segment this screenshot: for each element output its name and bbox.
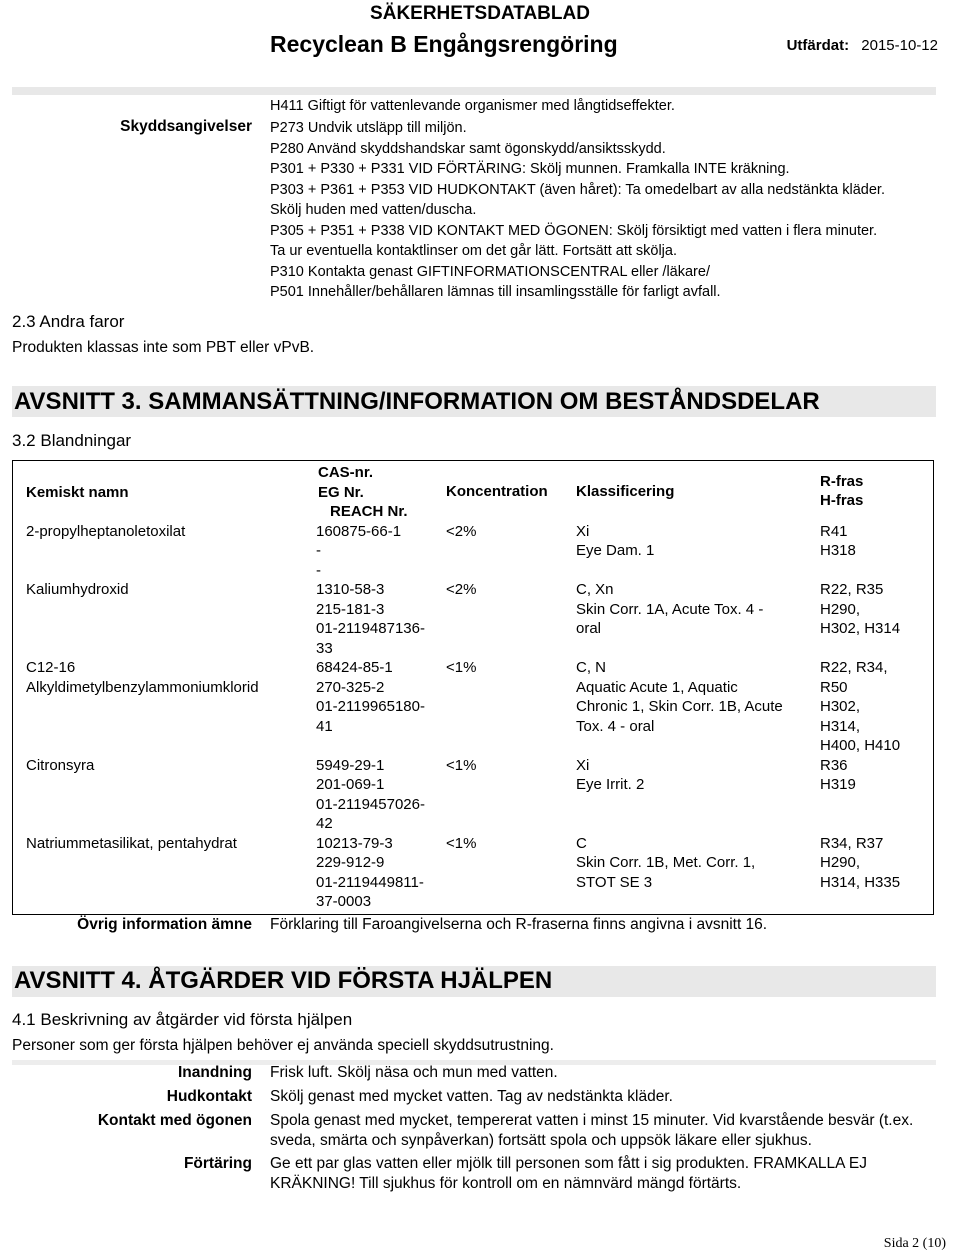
- precaution-line: P301 + P330 + P331 VID FÖRTÄRING: Skölj munnen. Framkalla INTE kräkning.: [270, 161, 790, 177]
- section3-subtitle: 3.2 Blandningar: [12, 431, 132, 450]
- cell-concentration: <1%: [446, 659, 477, 676]
- cell-name: 2-propylheptanoletoxilat: [26, 522, 186, 540]
- header-reach-line: REACH Nr.: [330, 503, 408, 520]
- hazard-statement-h411: H411 Giftigt för vattenlevande organismer med långtidseffekter.: [270, 98, 675, 114]
- header-eg-line: EG Nr.: [318, 483, 364, 501]
- cell-name: C12-16 Alkyldimetylbenzylammoniumklorid: [26, 659, 259, 696]
- header-cas-line: CAS-nr.: [318, 464, 374, 481]
- cell-phrases: R41 H318: [820, 522, 856, 559]
- header-classification: Klassificering: [576, 482, 675, 500]
- cell-cas: 68424-85-1 270-325-2 01-2119965180- 41: [316, 659, 425, 735]
- table-row: [13, 580, 934, 658]
- section3-title: AVSNITT 3. SAMMANSÄTTNING/INFORMATION OM BESTÅNDSDELAR: [14, 388, 820, 415]
- cell-cas: 160875-66-1 - -: [316, 522, 402, 579]
- precaution-line: P305 + P351 + P338 VID KONTAKT MED ÖGONEN: Skölj försiktigt med vatten i flera minuter.: [270, 222, 878, 239]
- cell-name: Kaliumhydroxid: [26, 581, 129, 598]
- cell-phrases: R22, R35 H290, H302, H314: [820, 581, 901, 637]
- table-header-row: [13, 461, 934, 522]
- precaution-line: Ta ur eventuella kontaktlinser om det går lätt. Fortsätt att skölja.: [270, 243, 677, 259]
- section4-intro: Personer som ger första hjälpen behöver ej använda speciell skyddsutrustning.: [12, 1037, 554, 1054]
- header-concentration: Koncentration: [446, 482, 548, 500]
- header-divider: [12, 87, 936, 95]
- cell-phrases: R22, R34, R50 H302, H314, H400, H410: [820, 659, 901, 754]
- table-row: [13, 658, 934, 756]
- precaution-statements: [270, 118, 885, 303]
- cell-cas: 5949-29-1 201-069-1 01-2119457026- 42: [316, 756, 425, 832]
- cell-phrases: R34, R37 H290, H314, H335: [820, 834, 901, 891]
- cell-cas: 1310-58-3 215-181-3 01-2119487136- 33: [316, 581, 425, 657]
- cell-classification: Xi Eye Irrit. 2: [576, 756, 645, 793]
- first-aid-label-ingestion: Förtäring: [183, 1155, 252, 1172]
- section4-title: AVSNITT 4. ÅTGÄRDER VID FÖRSTA HJÄLPEN: [14, 967, 553, 994]
- cell-cas: 10213-79-3 229-912-9 01-2119449811- 37-0003: [316, 834, 424, 910]
- cell-classification: C, Xn Skin Corr. 1A, Acute Tox. 4 - oral: [576, 581, 764, 637]
- header-cas: [316, 461, 446, 522]
- precaution-label: Skyddsangivelser: [120, 118, 252, 135]
- first-aid-text-ingestion: Ge ett par glas vatten eller mjölk till personen som fått i sig produkten. FRAMKALLA EJ KRÄKNING! Till sjukhus för kontroll om en nämnvärd mängd förtärts.: [270, 1155, 868, 1192]
- other-hazards-text: Produkten klassas inte som PBT eller vPvB.: [12, 339, 315, 356]
- issued-date: 2015-10-12: [861, 37, 938, 54]
- precaution-line: P303 + P361 + P353 VID HUDKONTAKT (även håret): Ta omedelbart av alla nedstänkta kläder.: [270, 181, 885, 198]
- cell-name: Citronsyra: [26, 756, 95, 774]
- first-aid-text-inhalation: Frisk luft. Skölj näsa och mun med vatten.: [270, 1064, 558, 1081]
- precaution-line: P280 Använd skyddshandskar samt ögonskydd/ansiktsskydd.: [270, 140, 666, 157]
- header-phrases: [820, 461, 934, 522]
- cell-concentration: <2%: [446, 581, 477, 598]
- cell-classification: C Skin Corr. 1B, Met. Corr. 1, STOT SE 3: [576, 834, 756, 891]
- cell-concentration: <2%: [446, 522, 477, 540]
- precaution-line: Skölj huden med vatten/duscha.: [270, 202, 477, 218]
- issued-label: Utfärdat:: [786, 37, 850, 54]
- header-h-phrase: H-fras: [820, 492, 864, 510]
- table-row: [13, 834, 934, 915]
- cell-classification: Xi Eye Dam. 1: [576, 522, 655, 559]
- issued-date-block: [787, 37, 938, 54]
- composition-table: [12, 460, 934, 915]
- cell-concentration: <1%: [446, 756, 477, 774]
- product-name: Recyclean B Engångsrengöring: [270, 31, 618, 57]
- precaution-line: P310 Kontakta genast GIFTINFORMATIONSCENTRAL eller /läkare/: [270, 263, 710, 280]
- precaution-line: P273 Undvik utsläpp till miljön.: [270, 120, 467, 136]
- table-row: [13, 756, 934, 834]
- section4-subtitle: 4.1 Beskrivning av åtgärder vid första hjälpen: [12, 1010, 353, 1029]
- cell-classification: C, N Aquatic Acute 1, Aquatic Chronic 1, Skin Corr. 1B, Acute Tox. 4 - oral: [576, 659, 783, 735]
- cell-concentration: <1%: [446, 834, 477, 852]
- first-aid-text-skin: Skölj genast med mycket vatten. Tag av nedstänkta kläder.: [270, 1088, 673, 1105]
- first-aid-label-skin: Hudkontakt: [166, 1088, 252, 1105]
- other-hazards-title: 2.3 Andra faror: [12, 312, 125, 331]
- cell-phrases: R36 H319: [820, 756, 856, 793]
- first-aid-label-eyes: Kontakt med ögonen: [97, 1112, 252, 1129]
- other-info-label: Övrig information ämne: [77, 916, 252, 933]
- cell-name: Natriummetasilikat, pentahydrat: [26, 834, 237, 852]
- table-row: [13, 522, 934, 581]
- first-aid-text-eyes: Spola genast med mycket, tempererat vatten i minst 15 minuter. Vid kvarstående besvär (t.ex. sveda, smärta och synpåverkan) fortsätt spola och uppsök läkare eller sjukhus.: [270, 1112, 914, 1149]
- other-info-text: Förklaring till Faroangivelserna och R-fraserna finns angivna i avsnitt 16.: [270, 916, 768, 933]
- header-r-phrase: R-fras: [820, 472, 864, 490]
- first-aid-label-inhalation: Inandning: [177, 1064, 252, 1081]
- page-number: Sida 2 (10): [883, 1236, 946, 1251]
- precaution-line: P501 Innehåller/behållaren lämnas till insamlingsställe för farligt avfall.: [270, 284, 721, 300]
- header-chemical-name: Kemiskt namn: [26, 483, 129, 501]
- document-type: SÄKERHETSDATABLAD: [370, 3, 590, 24]
